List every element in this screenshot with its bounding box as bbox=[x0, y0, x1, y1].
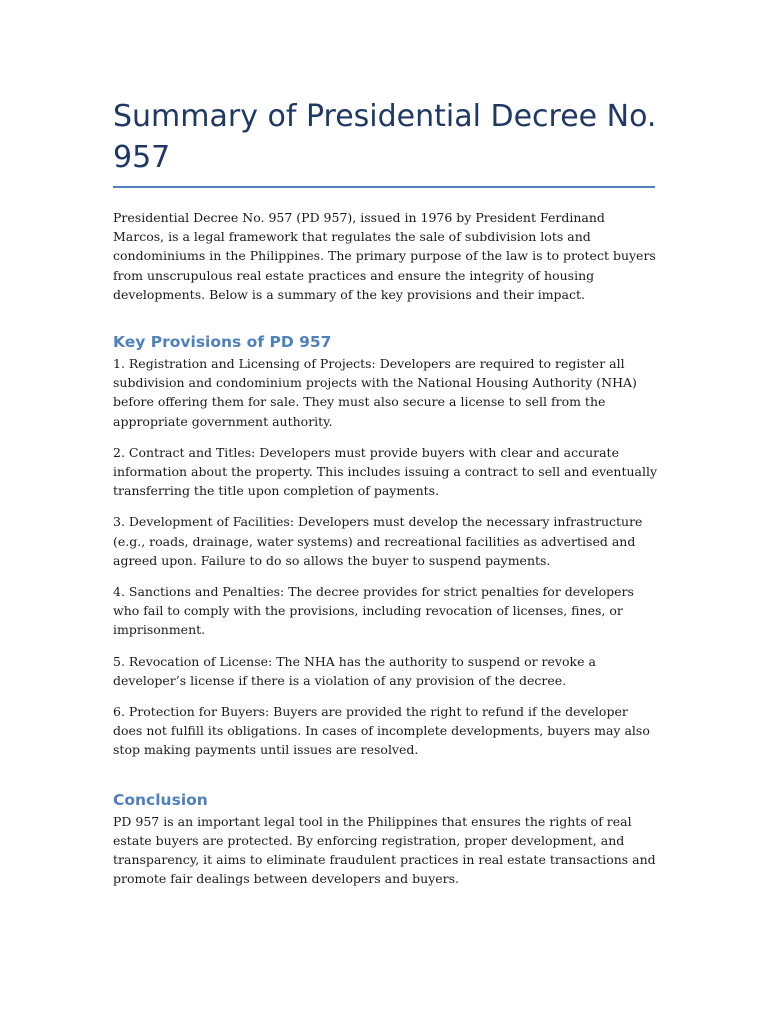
key-provisions-heading: Key Provisions of PD 957 bbox=[113, 333, 332, 352]
title-divider bbox=[113, 186, 655, 188]
conclusion-heading: Conclusion bbox=[113, 790, 208, 809]
conclusion-paragraph: PD 957 is an important legal tool in the Philippines that ensures the rights of real estate buyers are protected. By enforcing registration, proper development, and transparency, it aims to eliminate fraudulent practices in real estate transactions and promote fair dealings between developers and buyers. bbox=[113, 813, 656, 887]
provision-item: 5. Revocation of License: The NHA has the authority to suspend or revoke a developer’s license if there is a violation of any provision of the decree. bbox=[113, 653, 596, 688]
provision-item: 4. Sanctions and Penalties: The decree provides for strict penalties for developers who fail to comply with the provisions, including revocation of licenses, fines, or imprisonment. bbox=[113, 584, 634, 638]
provision-item: 2. Contract and Titles: Developers must provide buyers with clear and accurate information about the property. This includes issuing a contract to sell and eventually transferring the title upon completion of payments. bbox=[113, 444, 658, 499]
intro-paragraph: Presidential Decree No. 957 (PD 957), issued in 1976 by President Ferdinand Marcos, is a legal framework that regulates the sale of subdivision lots and condominiums in the Philippines. The primary purpose of the law is to protect buyers from unscrupulous real estate practices and ensure the integrity of housing developments. Below is a summary of the key provisions and their impact. bbox=[113, 210, 656, 302]
provision-item: 3. Development of Facilities: Developers must develop the necessary infrastructure (e.g., roads, drainage, water systems) and recreational facilities as advertised and agreed upon. Failure to do so allows the buyer to suspend payments. bbox=[113, 514, 643, 568]
provision-item: 1. Registration and Licensing of Projects: Developers are required to register all subdivision and condominium projects with the National Housing Authority (NHA) before offering them for sale. They must also secure a license to sell from the appropriate government authority. bbox=[113, 356, 637, 429]
document-title: Summary of Presidential Decree No. 957 bbox=[113, 99, 657, 175]
document-page bbox=[113, 0, 658, 888]
provision-item: 6. Protection for Buyers: Buyers are provided the right to refund if the developer does not fulfill its obligations. In cases of incomplete developments, buyers may also stop making payments until issues are resolved. bbox=[113, 704, 650, 758]
